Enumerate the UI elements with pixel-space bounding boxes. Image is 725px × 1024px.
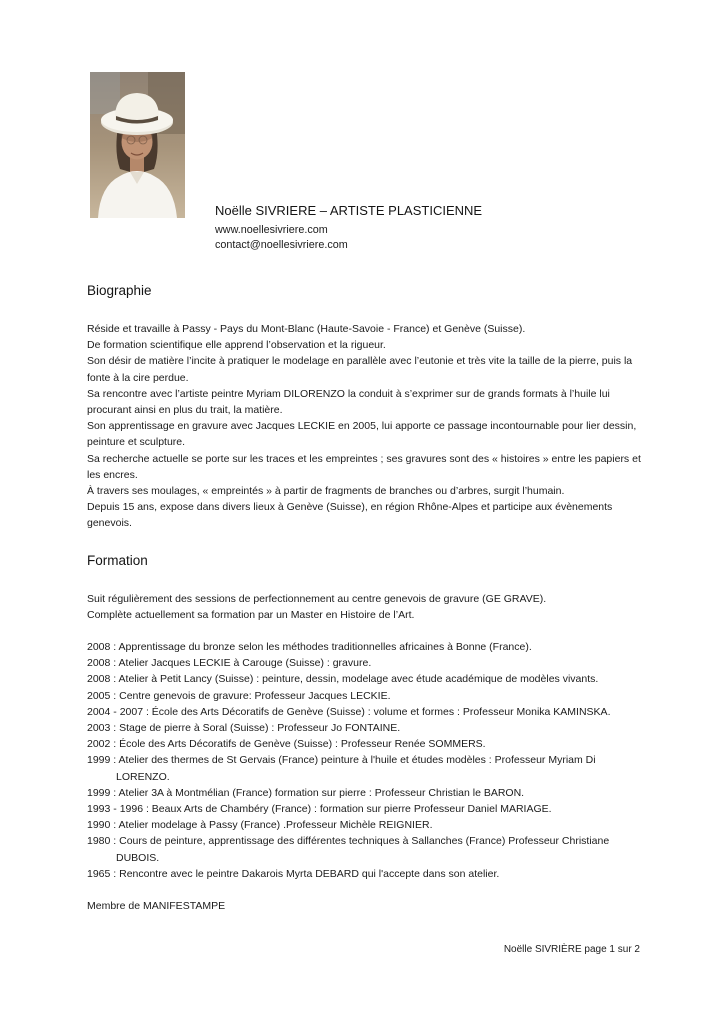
page-title: Noëlle SIVRIERE – ARTISTE PLASTICIENNE <box>215 203 483 218</box>
formation-entry: 2005 : Centre genevois de gravure: Professeur Jacques LECKIE. <box>87 689 391 702</box>
formation-entry: 1999 : Atelier 3A à Montmélian (France) formation sur pierre : Professeur Christian le BARON. <box>87 786 525 799</box>
formation-entry: 1990 : Atelier modelage à Passy (France) .Professeur Michèle REIGNIER. <box>87 819 433 832</box>
biography-text <box>87 321 643 532</box>
formation-entry: 1993 - 1996 : Beaux Arts de Chambéry (France) : formation sur pierre Professeur Daniel MARIAGE. <box>87 803 552 816</box>
biography-paragraph: Son apprentissage en gravure avec Jacques LECKIE en 2005, lui apporte ce passage incontournable pour lier dessin, peinture et sculpture. <box>87 420 637 449</box>
formation-entry: 2008 : Apprentissage du bronze selon les méthodes traditionnelles africaines à Bonne (France). <box>87 641 532 654</box>
formation-entry: 2004 - 2007 : École des Arts Décoratifs de Genève (Suisse) : volume et formes : Professeur Monika KAMINSKA. <box>87 705 611 718</box>
formation-entry: 2008 : Atelier Jacques LECKIE à Carouge (Suisse) : gravure. <box>87 657 372 670</box>
website-text: www.noellesivriere.com <box>215 224 328 236</box>
biography-paragraph: À travers ses moulages, « empreintés » à partir de fragments de branches ou d’arbres, surgit l’humain. <box>87 485 565 498</box>
formation-entries <box>87 639 643 882</box>
formation-entry: 2008 : Atelier à Petit Lancy (Suisse) : peinture, dessin, modelage avec étude académique de modèles vivants. <box>87 673 599 686</box>
biography-paragraph: Sa recherche actuelle se porte sur les traces et les empreintes ; ses gravures sont des « histoires » entre les papiers et les encres. <box>87 452 641 481</box>
biography-paragraph: Depuis 15 ans, expose dans divers lieux à Genève (Suisse), en région Rhône-Alpes et participe aux évènements genevois. <box>87 501 613 530</box>
biography-paragraph: Son désir de matière l’incite à pratiquer le modelage en parallèle avec l’eutonie et très vite la taille de la pierre, puis la fonte à la cire perdue. <box>87 355 633 384</box>
formation-heading: Formation <box>87 552 148 568</box>
formation-entry: 1965 : Rencontre avec le peintre Dakarois Myrta DEBARD qui l'accepte dans son atelier. <box>87 867 500 880</box>
biography-paragraph: Réside et travaille à Passy - Pays du Mont-Blanc (Haute-Savoie - France) et Genève (Suisse). <box>87 323 526 335</box>
formation-entry: 2002 : École des Arts Décoratifs de Genève (Suisse) : Professeur Renée SOMMERS. <box>87 738 486 751</box>
membership-note: Membre de MANIFESTAMPE <box>87 900 226 913</box>
formation-intro <box>87 591 643 623</box>
formation-intro-line: Suit régulièrement des sessions de perfectionnement au centre genevois de gravure (GE GRAVE). <box>87 592 547 605</box>
email-text: contact@noellesivriere.com <box>215 239 348 251</box>
formation-entry: 1999 : Atelier des thermes de St Gervais (France) peinture à l'huile et études modèles : Professeur Myriam Di LORENZO. <box>87 754 596 783</box>
biography-heading: Biographie <box>87 283 152 298</box>
formation-intro-line: Complète actuellement sa formation par un Master en Histoire de l’Art. <box>87 608 415 621</box>
biography-paragraph: Sa rencontre avec l’artiste peintre Myriam DILORENZO la conduit à s’exprimer sur de grands formats à l’huile lui procurant ainsi en plus du trait, la matière. <box>87 387 610 417</box>
document-body <box>87 0 643 914</box>
formation-entry: 2003 : Stage de pierre à Soral (Suisse) : Professeur Jo FONTAINE. <box>87 722 401 735</box>
formation-entry: 1980 : Cours de peinture, apprentissage des différentes techniques à Sallanches (France) Professeur Christiane DUBOIS. <box>87 835 610 864</box>
page-footer: Noëlle SIVRIÈRE page 1 sur 2 <box>503 944 640 955</box>
biography-paragraph: De formation scientifique elle apprend l’observation et la rigueur. <box>87 339 386 352</box>
